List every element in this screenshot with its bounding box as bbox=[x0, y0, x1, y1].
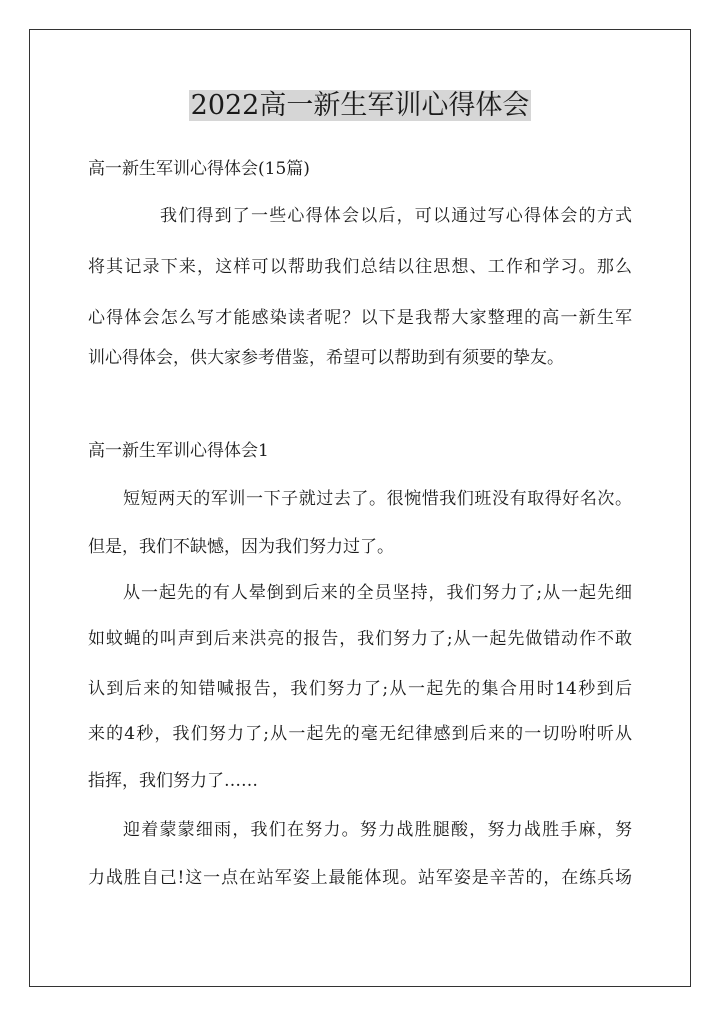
document-title: 2022高一新生军训心得体会 bbox=[190, 90, 530, 121]
paragraph2-line-5: 指挥，我们努力了…… bbox=[88, 771, 258, 791]
paragraph3-line-1: 迎着蒙蒙细雨，我们在努力。努力战胜腿酸，努力战胜手麻，努 bbox=[123, 820, 632, 840]
intro-line-1: 我们得到了一些心得体会以后，可以通过写心得体会的方式 bbox=[160, 206, 632, 226]
paragraph1-line-2: 但是，我们不缺憾，因为我们努力过了。 bbox=[88, 537, 394, 557]
paragraph2-line-4: 来的4秒，我们努力了;从一起先的毫无纪律感到后来的一切吩咐听从 bbox=[88, 724, 632, 744]
paragraph2-line-2: 如蚊蝇的叫声到后来洪亮的报告，我们努力了;从一起先做错动作不敢 bbox=[88, 629, 632, 649]
intro-line-4: 训心得体会，供大家参考借鉴，希望可以帮助到有须要的挚友。 bbox=[88, 348, 564, 368]
intro-line-3: 心得体会怎么写才能感染读者呢？以下是我帮大家整理的高一新生军 bbox=[88, 308, 632, 328]
intro-line-2: 将其记录下来，这样可以帮助我们总结以往思想、工作和学习。那么 bbox=[88, 257, 632, 277]
paragraph1-line-1: 短短两天的军训一下子就过去了。很惋惜我们班没有取得好名次。 bbox=[123, 489, 632, 509]
section-heading: 高一新生军训心得体会1 bbox=[88, 441, 269, 461]
paragraph2-line-1: 从一起先的有人晕倒到后来的全员坚持，我们努力了;从一起先细 bbox=[123, 583, 632, 603]
document-subtitle: 高一新生军训心得体会(15篇) bbox=[88, 159, 310, 179]
paragraph2-line-3: 认到后来的知错喊报告，我们努力了;从一起先的集合用时14秒到后 bbox=[88, 679, 632, 699]
paragraph3-line-2: 力战胜自己!这一点在站军姿上最能体现。站军姿是辛苦的，在练兵场 bbox=[88, 868, 632, 888]
